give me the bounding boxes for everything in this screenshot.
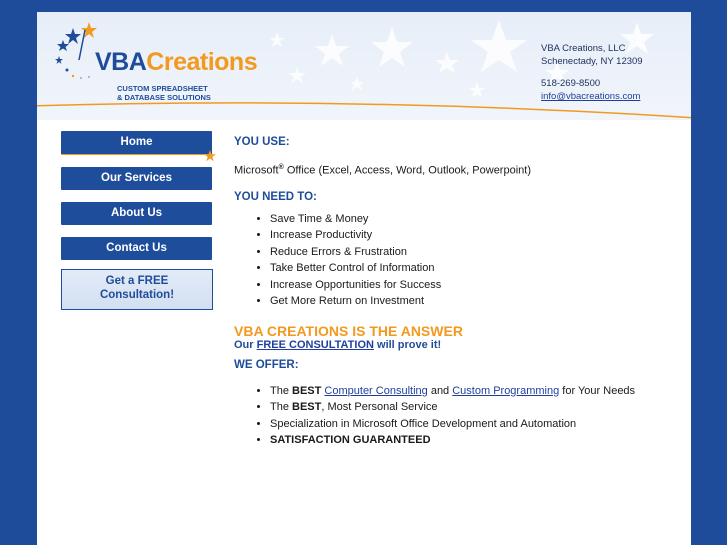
contact-email-link[interactable]: info@vbacreations.com (541, 91, 641, 102)
site-header (37, 12, 691, 120)
logo-wordmark (95, 48, 257, 77)
computer-consulting-link[interactable]: Computer Consulting (324, 384, 428, 397)
prove-prefix: Our (234, 338, 257, 351)
list-item: • Reduce Errors & Frustration (270, 244, 684, 261)
prove-text (234, 339, 684, 351)
sidebar-nav (61, 131, 213, 272)
contact-company: VBA Creations, LLC (541, 43, 626, 54)
page-container (37, 12, 691, 545)
nav-services-label: Our Services (101, 172, 172, 184)
contact-city: Schenectady, NY 12309 (541, 56, 643, 67)
list-item (270, 399, 684, 416)
logo-vba: VBA (95, 48, 147, 76)
tagline-line-1: CUSTOM SPREADSHEET (117, 84, 208, 93)
you-use-heading: YOU USE: (234, 136, 290, 148)
answer-heading: VBA CREATIONS IS THE ANSWER (234, 322, 463, 339)
list-item (270, 383, 684, 400)
logo[interactable] (55, 20, 258, 110)
contact-info (541, 42, 643, 103)
nav-contact-label: Contact Us (106, 242, 167, 254)
logo-creations: Creations (146, 48, 258, 76)
free-consultation-link[interactable]: FREE CONSULTATION (256, 338, 374, 351)
tagline-line-2: & DATABASE SOLUTIONS (117, 93, 211, 102)
nav-about-button[interactable] (61, 202, 212, 225)
offer1-post: for Your Needs (559, 384, 636, 397)
offer1-bold: BEST (292, 384, 322, 397)
offers-list (234, 383, 684, 449)
list-item: • Save Time & Money (270, 211, 684, 228)
promo-line-2: Consultation! (99, 289, 175, 301)
offer2-post: , Most Personal Service (321, 401, 438, 414)
list-item: • Increase Productivity (270, 227, 684, 244)
list-item: • Get More Return on Investment (270, 293, 684, 310)
logo-tagline (117, 84, 257, 102)
nav-home-label: Home (120, 136, 153, 148)
nav-services-button[interactable] (61, 167, 212, 190)
offer2-bold: BEST (292, 401, 322, 414)
offer2-pre: The (270, 401, 293, 414)
star-icon (204, 150, 216, 162)
free-consultation-button[interactable] (61, 269, 213, 310)
we-offer-heading: WE OFFER: (234, 358, 299, 371)
office-prefix: Microsoft (234, 164, 279, 177)
registered-mark: ® (278, 164, 284, 171)
you-need-heading: YOU NEED TO: (234, 190, 317, 203)
custom-programming-link[interactable]: Custom Programming (452, 384, 560, 397)
nav-about-label: About Us (110, 207, 163, 219)
main-content (234, 136, 684, 449)
satisfaction-guaranteed: SATISFACTION GUARANTEED (270, 434, 431, 447)
prove-suffix: will prove it! (373, 338, 442, 351)
list-item (270, 432, 684, 449)
list-item: • Increase Opportunities for Success (270, 277, 684, 294)
office-text (234, 164, 684, 177)
list-item: • Take Better Control of Information (270, 260, 684, 277)
office-rest: Office (Excel, Access, Word, Outlook, Powerpoint) (283, 164, 531, 177)
nav-contact-button[interactable] (61, 237, 212, 260)
offer1-pre: The (270, 384, 293, 397)
contact-phone: 518-269-8500 (541, 78, 601, 89)
list-item: • Specialization in Microsoft Office Development and Automation (270, 416, 684, 433)
offer1-and: and (427, 384, 453, 397)
promo-line-1: Get a FREE (105, 275, 169, 287)
needs-list (234, 211, 684, 310)
nav-home-button[interactable] (61, 131, 212, 155)
